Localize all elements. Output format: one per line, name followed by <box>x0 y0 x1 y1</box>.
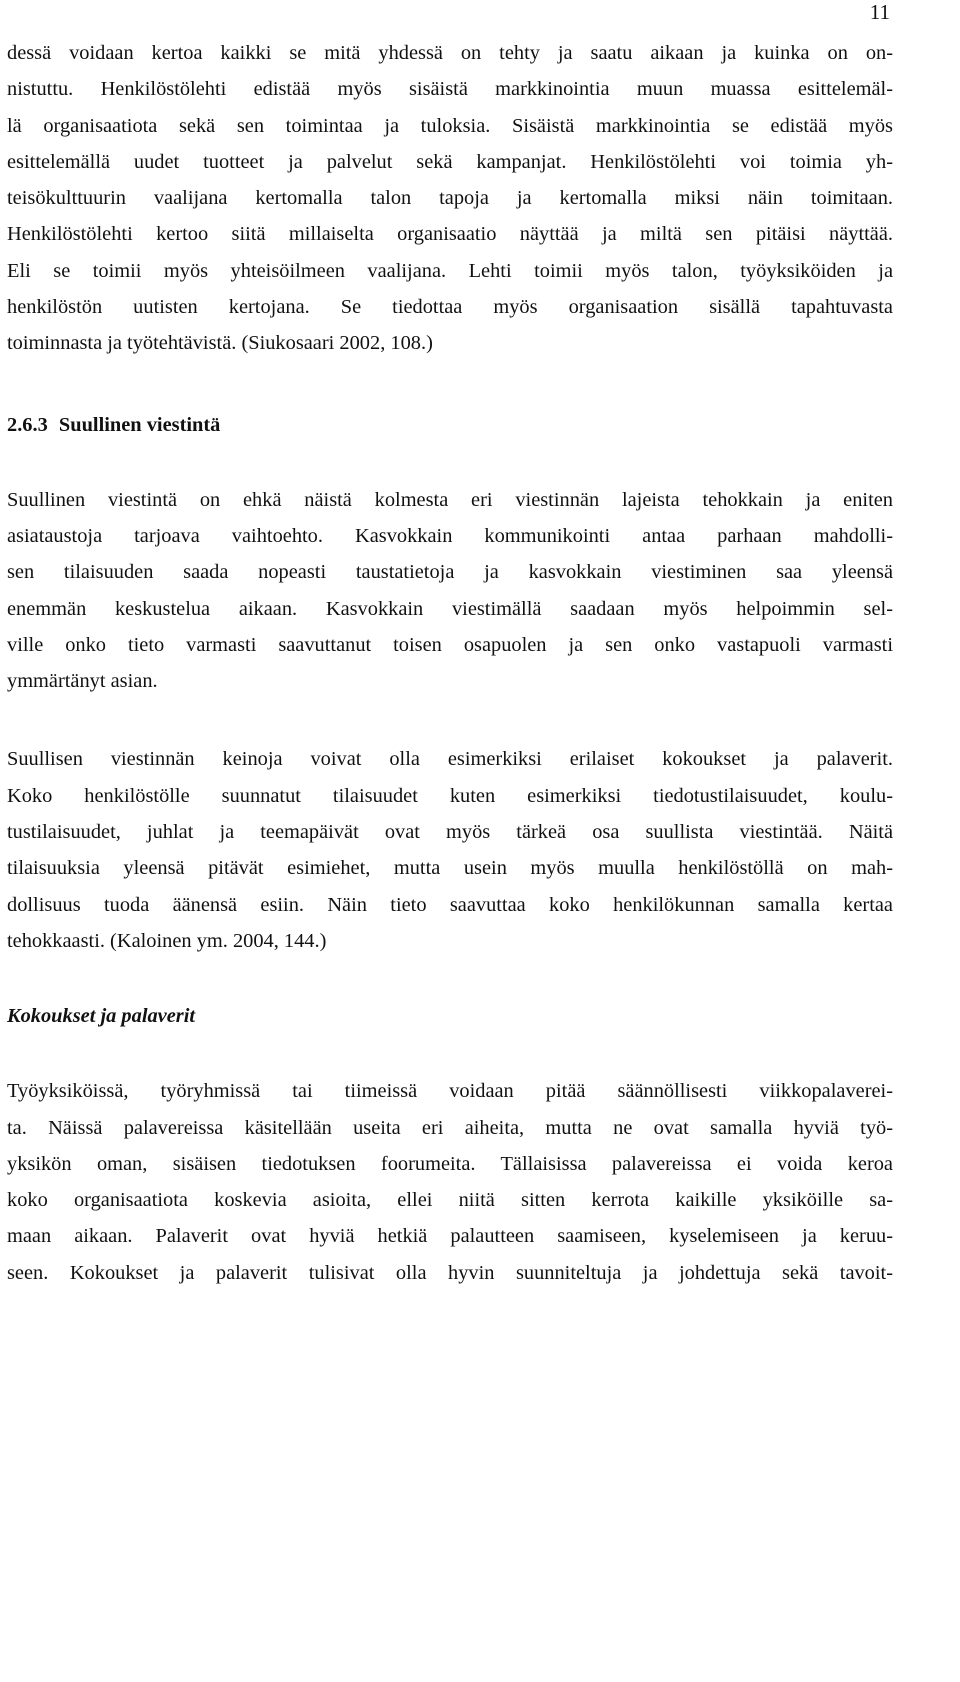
text-line: ville onko tieto varmasti saavuttanut toisen osapuolen ja sen onko vastapuoli varmasti <box>7 633 893 656</box>
text-line: esittelemällä uudet tuotteet ja palvelut sekä kampanjat. Henkilöstölehti voi toimia yh- <box>7 150 893 173</box>
section-number: 2.6.3 <box>7 413 48 436</box>
text-line: yksikön oman, sisäisen tiedotuksen foorumeita. Tällaisissa palavereissa ei voida keroa <box>7 1152 893 1175</box>
paragraph-henkilostolehti <box>7 35 893 362</box>
text-line: Koko henkilöstölle suunnatut tilaisuudet kuten esimerkiksi tiedotustilaisuudet, koulu- <box>7 784 893 807</box>
page-number: 11 <box>869 0 890 24</box>
text-line: tehokkaasti. (Kaloinen ym. 2004, 144.) <box>7 929 327 952</box>
text-line: nistuttu. Henkilöstölehti edistää myös sisäistä markkinointia muun muassa esittelemäl- <box>7 78 893 101</box>
text-line: Työyksiköissä, työryhmissä tai tiimeissä voidaan pitää säännöllisesti viikkopalaverei- <box>7 1080 893 1103</box>
text-line: Suullinen viestintä on ehkä näistä kolmesta eri viestinnän lajeista tehokkain ja eniten <box>7 488 893 511</box>
section-heading <box>7 410 893 440</box>
text-line: ymmärtänyt asian. <box>7 670 158 693</box>
page-content <box>7 35 893 1291</box>
text-line: Eli se toimii myös yhteisöilmeen vaalijana. Lehti toimii myös talon, työyksiköiden ja <box>7 259 893 282</box>
text-line: asiataustoja tarjoava vaihtoehto. Kasvokkain kommunikointi antaa parhaan mahdolli- <box>7 524 893 547</box>
text-line: sen tilaisuuden saada nopeasti taustatietoja ja kasvokkain viestiminen saa yleensä <box>7 561 893 584</box>
text-line: henkilöstön uutisten kertojana. Se tiedottaa myös organisaation sisällä tapahtuvasta <box>7 296 893 319</box>
text-line: ta. Näissä palavereissa käsitellään useita eri aiheita, mutta ne ovat samalla hyviä työ- <box>7 1116 893 1139</box>
text-line: dollisuus tuoda äänensä esiin. Näin tieto saavuttaa koko henkilökunnan samalla kertaa <box>7 893 893 916</box>
text-line: tilaisuuksia yleensä pitävät esimiehet, mutta usein myös muulla henkilöstöllä on mah- <box>7 857 893 880</box>
subheading-kokoukset: Kokoukset ja palaverit <box>7 1005 196 1028</box>
section-title: Suullinen viestintä <box>58 413 221 436</box>
text-line: lä organisaatiota sekä sen toimintaa ja tuloksia. Sisäistä markkinointia se edistää myös <box>7 114 893 137</box>
text-line: seen. Kokoukset ja palaverit tulisivat olla hyvin suunniteltuja ja johdettuja sekä tavoit- <box>7 1261 893 1284</box>
text-line: toiminnasta ja työtehtävistä. (Siukosaari 2002, 108.) <box>7 332 433 355</box>
text-line: Suullisen viestinnän keinoja voivat olla esimerkiksi erilaiset kokoukset ja palaverit. <box>7 748 893 771</box>
text-line: dessä voidaan kertoa kaikki se mitä yhdessä on tehty ja saatu aikaan ja kuinka on on- <box>7 42 893 64</box>
text-line: tustilaisuudet, juhlat ja teemapäivät ovat myös tärkeä osa suullista viestintää. Näitä <box>7 821 893 844</box>
text-line: teisökulttuurin vaalijana kertomalla talon tapoja ja kertomalla miksi näin toimitaan. <box>7 187 893 210</box>
paragraph-suullisen-viestinnan-keinot <box>7 741 893 959</box>
text-line: maan aikaan. Palaverit ovat hyviä hetkiä palautteen saamiseen, kyselemiseen ja keruu- <box>7 1225 893 1248</box>
paragraph-kokoukset-ja-palaverit <box>7 1073 893 1291</box>
text-line: Henkilöstölehti kertoo siitä millaiselta organisaatio näyttää ja miltä sen pitäisi näyttää. <box>7 223 893 246</box>
text-line: enemmän keskustelua aikaan. Kasvokkain viestimällä saadaan myös helpoimmin sel- <box>7 597 893 620</box>
paragraph-suullinen-viestinta <box>7 482 893 700</box>
text-line: koko organisaatiota koskevia asioita, ellei niitä sitten kerrota kaikille yksiköille sa- <box>7 1189 893 1212</box>
